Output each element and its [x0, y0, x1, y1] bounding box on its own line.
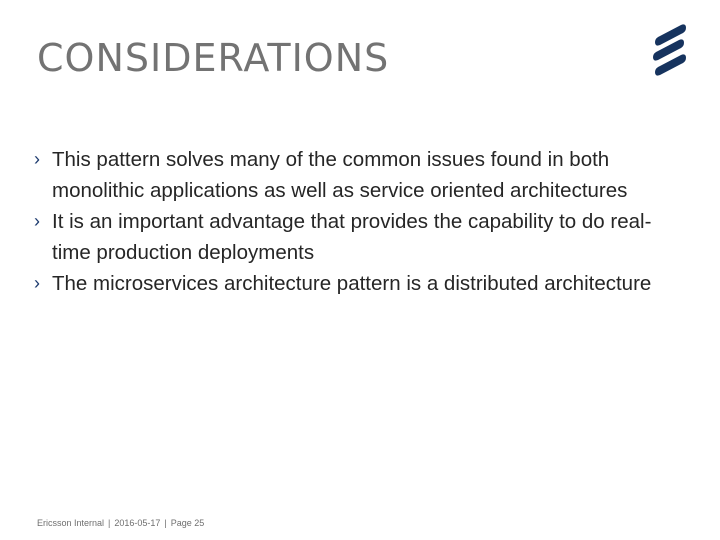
footer-date: 2016-05-17	[114, 518, 161, 528]
bullet-item	[34, 268, 684, 299]
ericsson-logo-icon	[650, 24, 690, 76]
chevron-right-icon: ›	[34, 273, 40, 293]
footer-separator: |	[108, 518, 111, 528]
bullet-list	[34, 144, 684, 299]
bullet-item	[34, 144, 684, 206]
chevron-right-icon: ›	[34, 149, 40, 169]
slide-footer	[37, 517, 204, 529]
bullet-text: The microservices architecture pattern is a distributed architecture	[52, 272, 652, 295]
chevron-right-icon: ›	[34, 211, 40, 231]
bullet-item	[34, 206, 684, 268]
slide-title: CONSIDERATIONS	[37, 36, 390, 80]
footer-separator: |	[164, 518, 167, 528]
footer-classification: Ericsson Internal	[37, 518, 105, 528]
bullet-text: This pattern solves many of the common issues found in both monolithic applications as well as service oriented architectures	[52, 148, 628, 202]
footer-page: Page 25	[170, 518, 205, 528]
bullet-text: It is an important advantage that provides the capability to do real-time production deployments	[52, 210, 652, 264]
